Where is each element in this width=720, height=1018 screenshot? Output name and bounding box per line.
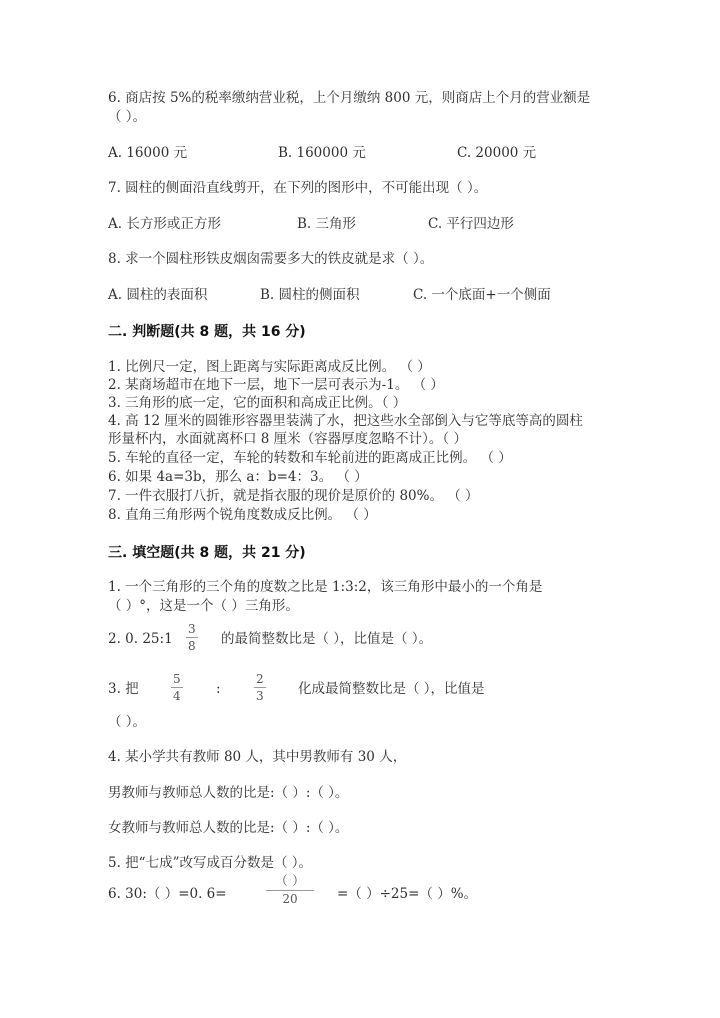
fraction-numerator: 5 xyxy=(173,672,181,686)
fraction-denominator: 8 xyxy=(188,639,196,653)
mc-q6-option-a: A. 16000 元 xyxy=(108,145,188,161)
mc-q7-option-c: C. 平行四边形 xyxy=(428,216,514,232)
fraction-numerator: 2 xyxy=(256,672,264,686)
section-fill-heading: 三. 填空题(共 8 题，共 21 分) xyxy=(108,545,306,561)
mc-q8-option-c: C. 一个底面+一个侧面 xyxy=(413,287,551,303)
section-tf-heading: 二. 判断题(共 8 题，共 16 分) xyxy=(108,324,306,340)
fill-q5: 5. 把“七成”改写成百分数是（ ）。 xyxy=(108,855,313,871)
fill-q4-line1: 4. 某小学共有教师 80 人，其中男教师有 30 人， xyxy=(108,749,407,765)
mc-q6-option-c: C. 20000 元 xyxy=(457,145,537,161)
fill-q6-prefix: 6. 30:（ ）=0. 6= xyxy=(108,886,227,902)
fill-q1-line2: （ ）°，这是一个（ ）三角形。 xyxy=(108,598,299,614)
mc-q6-option-b: B. 160000 元 xyxy=(278,145,366,161)
fraction-numerator: （ ） xyxy=(274,874,306,889)
fraction-numerator: 3 xyxy=(188,622,196,636)
fill-q6-suffix: =（ ）÷25=（ ）%。 xyxy=(337,886,478,902)
tf-item-1: 1. 比例尺一定，图上距离与实际距离成反比例。 （ ） xyxy=(108,359,431,375)
tf-item-2: 2. 某商场超市在地下一层，地下一层可表示为-1。 （ ） xyxy=(108,377,444,393)
mc-q7-option-a: A. 长方形或正方形 xyxy=(108,216,221,232)
tf-item-4-line1: 4. 高 12 厘米的圆锥形容器里装满了水，把这些水全部倒入与它等底等高的圆柱 xyxy=(108,413,583,429)
fraction-bar xyxy=(266,890,314,891)
mc-q8-stem: 8. 求一个圆柱形铁皮烟囱需要多大的铁皮就是求（ ）。 xyxy=(108,251,434,267)
fill-q2-suffix: 的最简整数比是（ ），比值是（ ）。 xyxy=(221,631,433,647)
mc-q8-option-b: B. 圆柱的侧面积 xyxy=(260,287,360,303)
fill-q1-line1: 1. 一个三角形的三个角的度数之比是 1:3:2，该三角形中最小的一个角是 xyxy=(108,579,543,595)
fill-q2-prefix: 2. 0. 25:1 xyxy=(108,631,173,647)
fill-q4-line3: 女教师与教师总人数的比是:（ ）:（ ）。 xyxy=(108,820,349,836)
tf-item-7: 7. 一件衣服打八折，就是指衣服的现价是原价的 80%。 （ ） xyxy=(108,488,479,504)
mc-q6-stem-line2: （ ）。 xyxy=(108,109,147,125)
fill-q3-fraction-1 xyxy=(171,672,183,703)
fill-q3-fraction-2 xyxy=(254,672,266,703)
tf-item-5: 5. 车轮的直径一定，车轮的转数和车轮前进的距离成正比例。 （ ） xyxy=(108,450,512,466)
mc-q7-option-b: B. 三角形 xyxy=(297,216,357,232)
fill-q3-line2: （ ）。 xyxy=(108,714,147,730)
fill-q3-colon: : xyxy=(216,681,221,697)
tf-item-3: 3. 三角形的底一定，它的面积和高成正比例。（ ） xyxy=(108,395,407,411)
mc-q8-option-a: A. 圆柱的表面积 xyxy=(108,287,208,303)
fraction-denominator: 4 xyxy=(173,689,181,703)
tf-item-8: 8. 直角三角形两个锐角度数成反比例。 （ ） xyxy=(108,507,377,523)
fill-q3-prefix: 3. 把 xyxy=(108,681,139,697)
tf-item-6: 6. 如果 4a=3b，那么 a：b=4：3。 （ ） xyxy=(108,469,368,485)
fraction-bar xyxy=(254,687,266,688)
fill-q6-fraction xyxy=(266,875,314,906)
fraction-bar xyxy=(186,637,198,638)
fill-q3-suffix: 化成最简整数比是（ ），比值是 xyxy=(298,681,485,697)
fill-q4-line2: 男教师与教师总人数的比是:（ ）:（ ）。 xyxy=(108,785,349,801)
fraction-bar xyxy=(171,687,183,688)
tf-item-4-line2: 形量杯内，水面就离杯口 8 厘米（容器厚度忽略不计）。（ ） xyxy=(108,431,467,447)
fill-q2-fraction xyxy=(186,622,198,653)
mc-q7-stem: 7. 圆柱的侧面沿直线剪开，在下列的图形中，不可能出现（ ）。 xyxy=(108,180,488,196)
mc-q6-stem-line1: 6. 商店按 5%的税率缴纳营业税，上个月缴纳 800 元，则商店上个月的营业额是 xyxy=(108,90,591,106)
fraction-denominator: 3 xyxy=(256,689,264,703)
fraction-denominator: 20 xyxy=(282,892,298,906)
